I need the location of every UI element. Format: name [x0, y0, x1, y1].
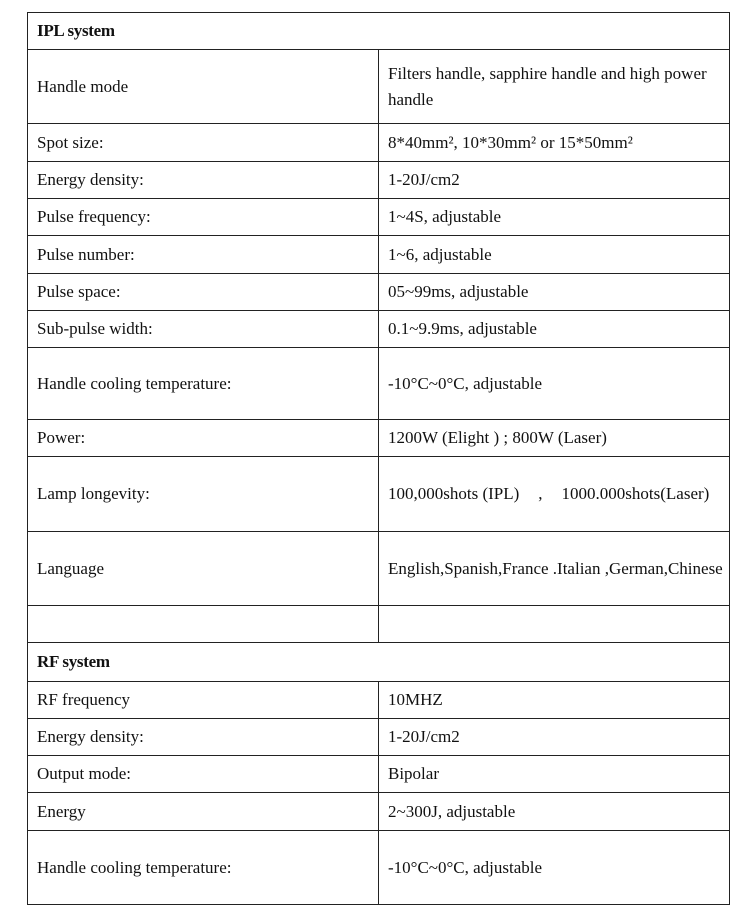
row-label: Spot size: — [28, 124, 379, 162]
row-label: Pulse frequency: — [28, 199, 379, 236]
row-value: Bipolar — [379, 756, 730, 793]
table-row — [28, 162, 730, 199]
table-row — [28, 236, 730, 274]
table-row — [28, 532, 730, 606]
row-label: Power: — [28, 420, 379, 457]
table-row — [28, 756, 730, 793]
table-row — [28, 199, 730, 236]
row-label: Lamp longevity: — [28, 457, 379, 532]
row-label: Energy density: — [28, 162, 379, 199]
row-value: 1~4S, adjustable — [379, 199, 730, 236]
row-label — [28, 606, 379, 643]
table-row — [28, 311, 730, 348]
row-label: Energy density: — [28, 719, 379, 756]
spec-table — [27, 12, 730, 905]
table-row — [28, 831, 730, 905]
table-row — [28, 274, 730, 311]
row-value: English,Spanish,France .Italian ,German,Chinese — [379, 532, 730, 606]
row-label: Pulse space: — [28, 274, 379, 311]
row-value: 8*40mm², 10*30mm² or 15*50mm² — [379, 124, 730, 162]
rf-section-header — [28, 643, 730, 682]
row-value: -10°C~0°C, adjustable — [379, 831, 730, 905]
row-label: Pulse number: — [28, 236, 379, 274]
row-value: 10MHZ — [379, 682, 730, 719]
row-value: 0.1~9.9ms, adjustable — [379, 311, 730, 348]
ipl-section-header — [28, 13, 730, 50]
table-row — [28, 348, 730, 420]
row-label: Sub-pulse width: — [28, 311, 379, 348]
row-label: RF frequency — [28, 682, 379, 719]
row-label: Handle cooling temperature: — [28, 348, 379, 420]
row-value-part: 100,000shots (IPL) — [388, 484, 520, 503]
table-row — [28, 682, 730, 719]
rf-section-title: RF system — [28, 643, 730, 682]
row-value-part: 1000.000shots(Laser) — [561, 484, 710, 503]
table-row — [28, 420, 730, 457]
table-row-empty — [28, 606, 730, 643]
row-value: 1-20J/cm2 — [379, 162, 730, 199]
row-label: Handle mode — [28, 50, 379, 124]
row-label: Handle cooling temperature: — [28, 831, 379, 905]
table-row — [28, 719, 730, 756]
row-value: 05~99ms, adjustable — [379, 274, 730, 311]
table-row — [28, 124, 730, 162]
row-value: 1200W (Elight ) ; 800W (Laser) — [379, 420, 730, 457]
row-value: Filters handle, sapphire handle and high power handle — [379, 50, 730, 124]
table-row — [28, 793, 730, 831]
row-value: 1-20J/cm2 — [379, 719, 730, 756]
row-value — [379, 457, 730, 532]
table-row — [28, 50, 730, 124]
row-label: Energy — [28, 793, 379, 831]
row-label: Language — [28, 532, 379, 606]
ipl-section-title: IPL system — [28, 13, 730, 50]
row-value: -10°C~0°C, adjustable — [379, 348, 730, 420]
row-value — [379, 606, 730, 643]
row-value-separator: , — [538, 484, 543, 503]
row-label: Output mode: — [28, 756, 379, 793]
row-value: 2~300J, adjustable — [379, 793, 730, 831]
row-value: 1~6, adjustable — [379, 236, 730, 274]
table-row — [28, 457, 730, 532]
